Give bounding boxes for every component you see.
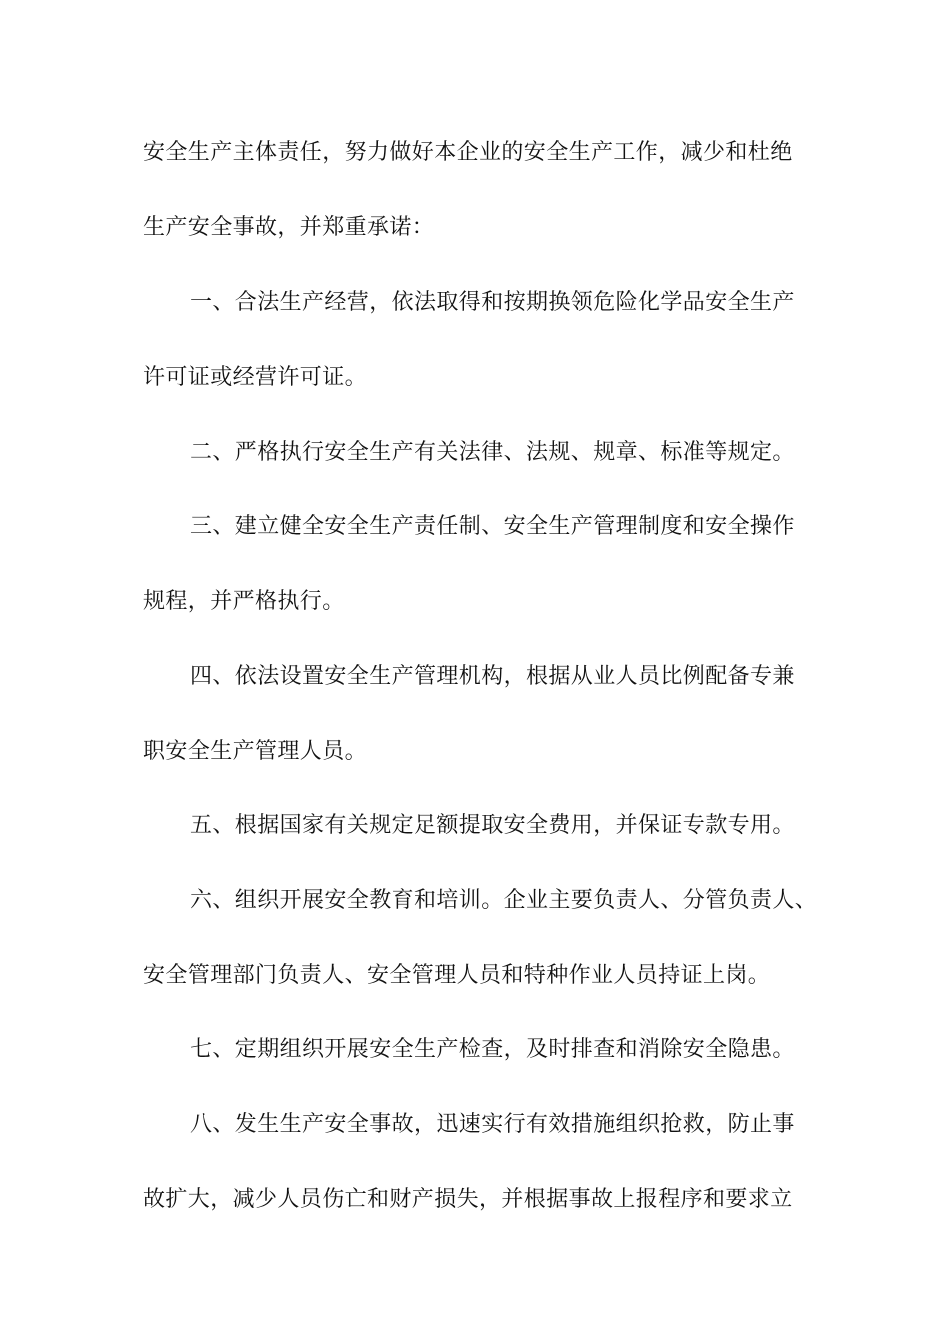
list-item-4: 四、依法设置安全生产管理机构，根据从业人员比例配备专兼 [190,664,795,689]
text-line: 安全生产主体责任，努力做好本企业的安全生产工作，减少和杜绝 [143,140,793,165]
text-line: 故扩大，减少人员伤亡和财产损失，并根据事故上报程序和要求立 [143,1187,793,1212]
text-line: 职安全生产管理人员。 [143,739,368,764]
list-item-5: 五、根据国家有关规定足额提取安全费用，并保证专款专用。 [190,813,795,838]
list-item-2: 二、严格执行安全生产有关法律、法规、规章、标准等规定。 [190,440,795,465]
text-line: 许可证或经营许可证。 [143,365,368,390]
text-line: 安全管理部门负责人、安全管理人员和特种作业人员持证上岗。 [143,963,771,988]
list-item-8: 八、发生生产安全事故，迅速实行有效措施组织抢救，防止事 [190,1112,795,1137]
text-line: 规程，并严格执行。 [143,589,345,614]
list-item-6: 六、组织开展安全教育和培训。企业主要负责人、分管负责人、 [190,888,818,913]
list-item-3: 三、建立健全安全生产责任制、安全生产管理制度和安全操作 [190,514,795,539]
list-item-1: 一、合法生产经营，依法取得和按期换领危险化学品安全生产 [190,290,795,315]
list-item-7: 七、定期组织开展安全生产检查，及时排查和消除安全隐患。 [190,1037,795,1062]
text-line: 生产安全事故，并郑重承诺： [143,215,435,240]
